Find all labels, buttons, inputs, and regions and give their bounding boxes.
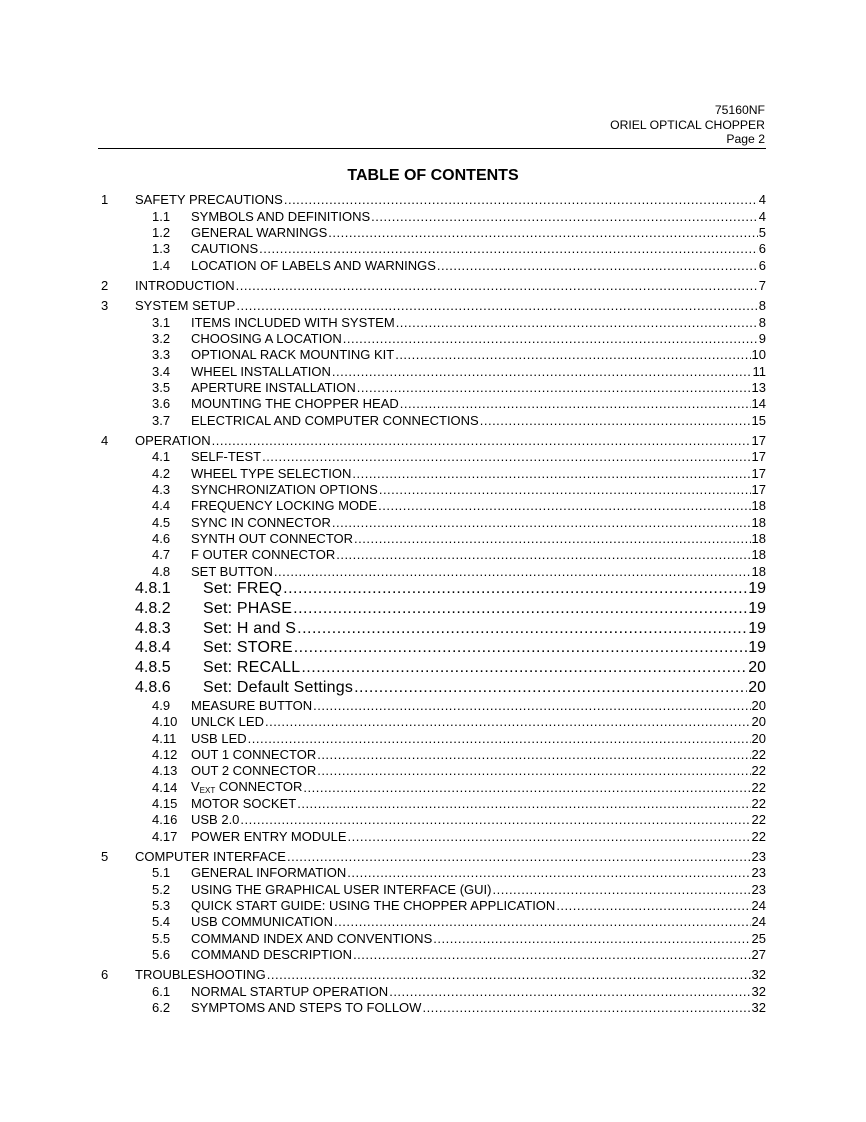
toc-dot-leader: [395, 347, 750, 362]
toc-dot-leader: [354, 679, 747, 697]
toc-entry-title-part: CONNECTOR: [215, 778, 303, 794]
toc-dot-leader: [294, 639, 747, 657]
toc-dot-leader: [328, 225, 757, 240]
toc-entry-number: 3.4: [152, 363, 171, 379]
toc-entry[interactable]: [98, 330, 766, 346]
toc-entry-number: 6: [101, 967, 109, 983]
toc-entry[interactable]: [98, 929, 766, 945]
toc-entry-page: 22: [751, 763, 766, 779]
toc-entry-title: SYNTH OUT CONNECTOR: [191, 530, 354, 546]
toc-dot-leader: [371, 209, 758, 224]
toc-entry-number: 5: [101, 849, 109, 865]
toc-entry-number: 4.6: [152, 530, 171, 546]
toc-entry-page: 20: [748, 678, 766, 696]
toc-entry[interactable]: [98, 677, 766, 697]
toc-entry[interactable]: [98, 618, 766, 638]
toc-entry[interactable]: [98, 811, 766, 827]
toc-entry-title: WHEEL INSTALLATION: [191, 363, 331, 379]
toc-entry-number: 4.9: [152, 698, 171, 714]
toc-entry-number: 4.1: [152, 449, 171, 465]
doc-number: 75160NF: [714, 103, 765, 117]
toc-entry[interactable]: [98, 982, 766, 998]
toc-entry-page: 32: [751, 1000, 766, 1016]
toc-entry-number: 4.8.5: [135, 659, 171, 677]
toc-entry-number: 5.5: [152, 930, 171, 946]
toc-entry-page: 22: [751, 779, 766, 795]
toc-dot-leader: [354, 531, 751, 546]
toc-entry-number: 4.3: [152, 481, 171, 497]
toc-entry-page: 19: [748, 639, 766, 657]
toc-entry-number: 6.2: [152, 1000, 171, 1016]
toc-entry-title: ITEMS INCLUDED WITH SYSTEM: [191, 314, 395, 330]
toc-entry-page: 4: [758, 208, 766, 224]
toc-entry-title: F OUTER CONNECTOR: [191, 547, 336, 563]
toc-entry-page: 20: [751, 730, 766, 746]
toc-dot-leader: [352, 466, 750, 481]
toc-entry-title: ELECTRICAL AND COMPUTER CONNECTIONS: [191, 412, 479, 428]
toc-entry-title: Set: PHASE: [203, 599, 293, 617]
page-header: [610, 103, 765, 147]
toc-entry[interactable]: [98, 795, 766, 811]
toc-dot-leader: [284, 192, 758, 207]
toc-entry-page: 18: [751, 530, 766, 546]
toc-entry-title: Set: FREQ: [203, 580, 283, 598]
toc-entry-number: 5.4: [152, 914, 171, 930]
toc-entry-title: GENERAL WARNINGS: [191, 225, 328, 241]
toc-entry[interactable]: [98, 546, 766, 562]
toc-entry-number: 1: [101, 192, 109, 208]
toc-entry-number: 3.7: [152, 412, 171, 428]
toc-entry[interactable]: [98, 277, 766, 293]
toc-entry[interactable]: [98, 729, 766, 745]
toc-entry[interactable]: [98, 638, 766, 658]
toc-entry[interactable]: [98, 897, 766, 913]
toc-dot-leader: [493, 882, 751, 897]
toc-entry[interactable]: [98, 579, 766, 599]
toc-entry-subscript: EXT: [199, 785, 216, 795]
toc-entry-page: 9: [758, 330, 766, 346]
toc-dot-leader: [433, 931, 750, 946]
toc-entry[interactable]: [98, 513, 766, 529]
toc-dot-leader: [400, 396, 751, 411]
toc-dot-leader: [297, 620, 747, 638]
toc-entry-title: MEASURE BUTTON: [191, 698, 313, 714]
toc-entry-title: OPERATION: [135, 432, 211, 448]
toc-entry-number: 4.8.6: [135, 678, 171, 696]
toc-entry-number: 3.1: [152, 314, 171, 330]
toc-dot-leader: [317, 763, 750, 778]
toc-entry-page: 24: [751, 898, 766, 914]
toc-entry-page: 15: [751, 412, 766, 428]
toc-entry[interactable]: [98, 240, 766, 256]
toc-entry-title: CAUTIONS: [191, 241, 259, 257]
toc-title: TABLE OF CONTENTS: [347, 167, 519, 184]
toc-entry-number: 5.1: [152, 865, 171, 881]
toc-entry-page: 22: [751, 747, 766, 763]
toc-entry-page: 5: [758, 225, 766, 241]
toc-entry-title: LOCATION OF LABELS AND WARNINGS: [191, 257, 436, 273]
toc-entry-page: 6: [758, 241, 766, 257]
toc-entry-number: 4.8.4: [135, 639, 171, 657]
toc-entry-title: Set: STORE: [203, 639, 293, 657]
toc-dot-leader: [336, 547, 750, 562]
toc-entry[interactable]: [98, 395, 766, 411]
toc-entry-number: 4: [101, 432, 109, 448]
toc-entry[interactable]: [98, 880, 766, 896]
toc-entry-number: 4.11: [152, 730, 177, 746]
toc-entry-title: MOTOR SOCKET: [191, 796, 297, 812]
toc-entry-title: SYSTEM SETUP: [135, 298, 236, 314]
toc-dot-leader: [293, 600, 747, 618]
toc-entry-page: 10: [751, 347, 766, 363]
toc-entry[interactable]: [98, 762, 766, 778]
toc-entry-page: 8: [758, 298, 766, 314]
toc-entry-number: 4.10: [152, 714, 178, 730]
toc-entry-title: UNLCK LED: [191, 714, 264, 730]
toc-entry[interactable]: [98, 827, 766, 843]
toc-dot-leader: [343, 331, 758, 346]
toc-entry-title: SYMBOLS AND DEFINITIONS: [191, 208, 371, 224]
toc-entry[interactable]: [98, 207, 766, 223]
toc-entry-title: CHOOSING A LOCATION: [191, 330, 342, 346]
toc-dot-leader: [287, 849, 751, 864]
toc-entry-page: 22: [751, 828, 766, 844]
toc-dot-leader: [334, 914, 750, 929]
toc-entry[interactable]: [98, 657, 766, 677]
toc-entry-number: 4.16: [152, 812, 178, 828]
toc-entry[interactable]: [98, 256, 766, 272]
toc-dot-leader: [267, 967, 751, 982]
toc-entry-page: 23: [751, 865, 766, 881]
toc-entry-page: 7: [758, 277, 766, 293]
toc-entry-number: 1.2: [152, 225, 171, 241]
toc-entry-page: 14: [751, 396, 766, 412]
toc-entry[interactable]: [98, 864, 766, 880]
toc-entry-number: 4.2: [152, 465, 171, 481]
toc-entry[interactable]: [98, 778, 766, 794]
toc-entry[interactable]: [98, 224, 766, 240]
toc-entry[interactable]: [98, 191, 766, 207]
toc-entry-page: 17: [751, 465, 766, 481]
toc-entry-page: 17: [751, 449, 766, 465]
toc-entry-page: 17: [751, 481, 766, 497]
toc-entry-number: 1.4: [152, 257, 171, 273]
toc-entry[interactable]: [98, 313, 766, 329]
toc-entry-title: SYNC IN CONNECTOR: [191, 514, 331, 530]
toc-dot-leader: [240, 812, 750, 827]
toc-dot-leader: [437, 258, 758, 273]
toc-entry-number: 5.2: [152, 881, 171, 897]
toc-entry-title: QUICK START GUIDE: USING THE CHOPPER APPLICATION: [191, 898, 556, 914]
toc-dot-leader: [353, 947, 750, 962]
toc-entry-title: COMPUTER INTERFACE: [135, 849, 286, 865]
toc-entry[interactable]: [98, 346, 766, 362]
toc-entry[interactable]: [98, 379, 766, 395]
toc-entry-title: OUT 2 CONNECTOR: [191, 763, 317, 779]
toc-entry-page: 23: [751, 849, 766, 865]
toc-entry-title: SYNCHRONIZATION OPTIONS: [191, 481, 378, 497]
toc-entry-title: Set: RECALL: [203, 659, 301, 677]
toc-entry-number: 4.4: [152, 498, 171, 514]
toc-dot-leader: [480, 413, 751, 428]
toc-dot-leader: [248, 731, 751, 746]
toc-entry-page: 13: [751, 379, 766, 395]
toc-entry-title: USB COMMUNICATION: [191, 914, 334, 930]
toc-entry-title: SELF-TEST: [191, 449, 262, 465]
toc-entry-number: 3.5: [152, 379, 171, 395]
toc-dot-leader: [556, 898, 750, 913]
toc-dot-leader: [357, 380, 751, 395]
toc-entry-number: 4.8.3: [135, 619, 171, 637]
toc-dot-leader: [297, 796, 750, 811]
toc-entry[interactable]: [98, 464, 766, 480]
toc-entry[interactable]: [98, 713, 766, 729]
toc-entry-title: SET BUTTON: [191, 563, 273, 579]
toc-entry-title: USING THE GRAPHICAL USER INTERFACE (GUI): [191, 881, 492, 897]
toc-entry-number: 4.13: [152, 763, 178, 779]
toc-entry-title: COMMAND DESCRIPTION: [191, 947, 353, 963]
toc-entry-number: 1.3: [152, 241, 171, 257]
toc-dot-leader: [317, 747, 750, 762]
toc-entry-title: SYMPTOMS AND STEPS TO FOLLOW: [191, 1000, 422, 1016]
toc-entry-page: 19: [748, 599, 766, 617]
toc-entry-title: USB 2.0: [191, 812, 240, 828]
toc-entry[interactable]: [98, 411, 766, 427]
toc-entry-title: OPTIONAL RACK MOUNTING KIT: [191, 347, 395, 363]
toc-dot-leader: [332, 515, 751, 530]
toc-entry-title: MOUNTING THE CHOPPER HEAD: [191, 396, 399, 412]
toc-entry-title: POWER ENTRY MODULE: [191, 828, 347, 844]
toc-entry-number: 3.3: [152, 347, 171, 363]
toc-entry[interactable]: [98, 746, 766, 762]
toc-entry[interactable]: [98, 431, 766, 447]
toc-entry-number: 5.6: [152, 947, 171, 963]
toc-dot-leader: [265, 714, 751, 729]
toc-dot-leader: [396, 315, 758, 330]
toc-entry-title: SAFETY PRECAUTIONS: [135, 192, 283, 208]
toc-entry-number: 4.7: [152, 547, 171, 563]
toc-entry[interactable]: [98, 297, 766, 313]
toc-dot-leader: [236, 298, 757, 313]
toc-dot-leader: [262, 449, 750, 464]
toc-entry-page: 23: [751, 881, 766, 897]
toc-entry-title: Set: H and S: [203, 619, 297, 637]
toc-dot-leader: [348, 829, 751, 844]
toc-entry-title: FREQUENCY LOCKING MODE: [191, 498, 378, 514]
toc-entry-number: 4.12: [152, 747, 178, 763]
toc-entry-title: COMMAND INDEX AND CONVENTIONS: [191, 930, 433, 946]
toc-entry[interactable]: [98, 448, 766, 464]
toc-entry-page: 19: [748, 619, 766, 637]
toc-entry-title: WHEEL TYPE SELECTION: [191, 465, 352, 481]
toc-dot-leader: [332, 364, 752, 379]
page-number: Page 2: [726, 132, 765, 146]
toc-entry-number: 3: [101, 298, 109, 314]
toc-entry-page: 18: [751, 547, 766, 563]
toc-list: [98, 191, 766, 1015]
toc-entry[interactable]: [98, 362, 766, 378]
toc-entry-page: 11: [752, 363, 766, 379]
toc-entry-page: 17: [751, 432, 766, 448]
product-name: ORIEL OPTICAL CHOPPER: [610, 117, 765, 132]
toc-dot-leader: [283, 580, 747, 598]
toc-entry[interactable]: [98, 966, 766, 982]
toc-entry-title: APERTURE INSTALLATION: [191, 379, 356, 395]
toc-entry[interactable]: [98, 562, 766, 578]
toc-entry-number: 4.8: [152, 563, 171, 579]
toc-dot-leader: [259, 241, 758, 256]
toc-entry-page: 22: [751, 812, 766, 828]
toc-entry-number: 4.17: [152, 828, 178, 844]
toc-entry-title-part: V: [191, 778, 200, 794]
toc-entry-page: 20: [751, 714, 766, 730]
toc-entry-number: 1.1: [152, 208, 171, 224]
toc-entry-page: 20: [751, 698, 766, 714]
toc-entry-title: USB LED: [191, 730, 247, 746]
toc-entry-number: 4.8.1: [135, 580, 171, 598]
toc-entry[interactable]: [98, 697, 766, 713]
toc-dot-leader: [313, 698, 750, 713]
toc-entry-page: 24: [751, 914, 766, 930]
toc-entry-number: 3.2: [152, 330, 171, 346]
toc-entry[interactable]: [98, 848, 766, 864]
toc-entry-number: 4.15: [152, 796, 178, 812]
toc-entry-title: GENERAL INFORMATION: [191, 865, 347, 881]
toc-entry-page: 18: [751, 514, 766, 530]
toc-entry-page: 25: [751, 930, 766, 946]
toc-dot-leader: [378, 498, 750, 513]
toc-dot-leader: [379, 482, 751, 497]
toc-entry-page: 8: [758, 314, 766, 330]
toc-entry-page: 18: [751, 498, 766, 514]
toc-entry-page: 20: [748, 659, 766, 677]
toc-entry[interactable]: [98, 598, 766, 618]
toc-dot-leader: [301, 659, 747, 677]
toc-dot-leader: [274, 564, 751, 579]
toc-entry-number: 4.14: [152, 779, 178, 795]
toc-entry-page: 32: [751, 983, 766, 999]
toc-entry-page: 4: [758, 192, 766, 208]
toc-dot-leader: [347, 865, 750, 880]
toc-dot-leader: [389, 984, 750, 999]
toc-entry[interactable]: [98, 946, 766, 962]
toc-dot-leader: [212, 433, 751, 448]
toc-entry-title: NORMAL STARTUP OPERATION: [191, 983, 389, 999]
toc-entry-page: 22: [751, 796, 766, 812]
toc-entry-number: 4.5: [152, 514, 171, 530]
toc-entry-page: 18: [751, 563, 766, 579]
toc-entry-page: 27: [751, 947, 766, 963]
toc-dot-leader: [236, 278, 758, 293]
toc-entry-title: INTRODUCTION: [135, 277, 235, 293]
toc-entry-number: 2: [101, 277, 109, 293]
toc-entry-title: OUT 1 CONNECTOR: [191, 747, 317, 763]
toc-entry[interactable]: [98, 481, 766, 497]
toc-entry[interactable]: [98, 999, 766, 1015]
toc-entry-page: 32: [751, 967, 766, 983]
toc-entry-title: Set: Default Settings: [203, 678, 354, 696]
toc-entry-title: TROUBLESHOOTING: [135, 967, 266, 983]
toc-entry-page: 19: [748, 580, 766, 598]
header-rule: [98, 148, 766, 149]
toc-dot-leader: [422, 1000, 750, 1015]
toc-entry-number: 5.3: [152, 898, 171, 914]
toc-entry-title: [191, 779, 302, 795]
toc-entry[interactable]: [98, 913, 766, 929]
toc-entry-number: 3.6: [152, 396, 171, 412]
toc-entry-number: 4.8.2: [135, 599, 171, 617]
toc-dot-leader: [303, 780, 750, 795]
toc-entry-number: 6.1: [152, 983, 171, 999]
toc-entry-page: 6: [758, 257, 766, 273]
toc-entry[interactable]: [98, 530, 766, 546]
toc-entry[interactable]: [98, 497, 766, 513]
